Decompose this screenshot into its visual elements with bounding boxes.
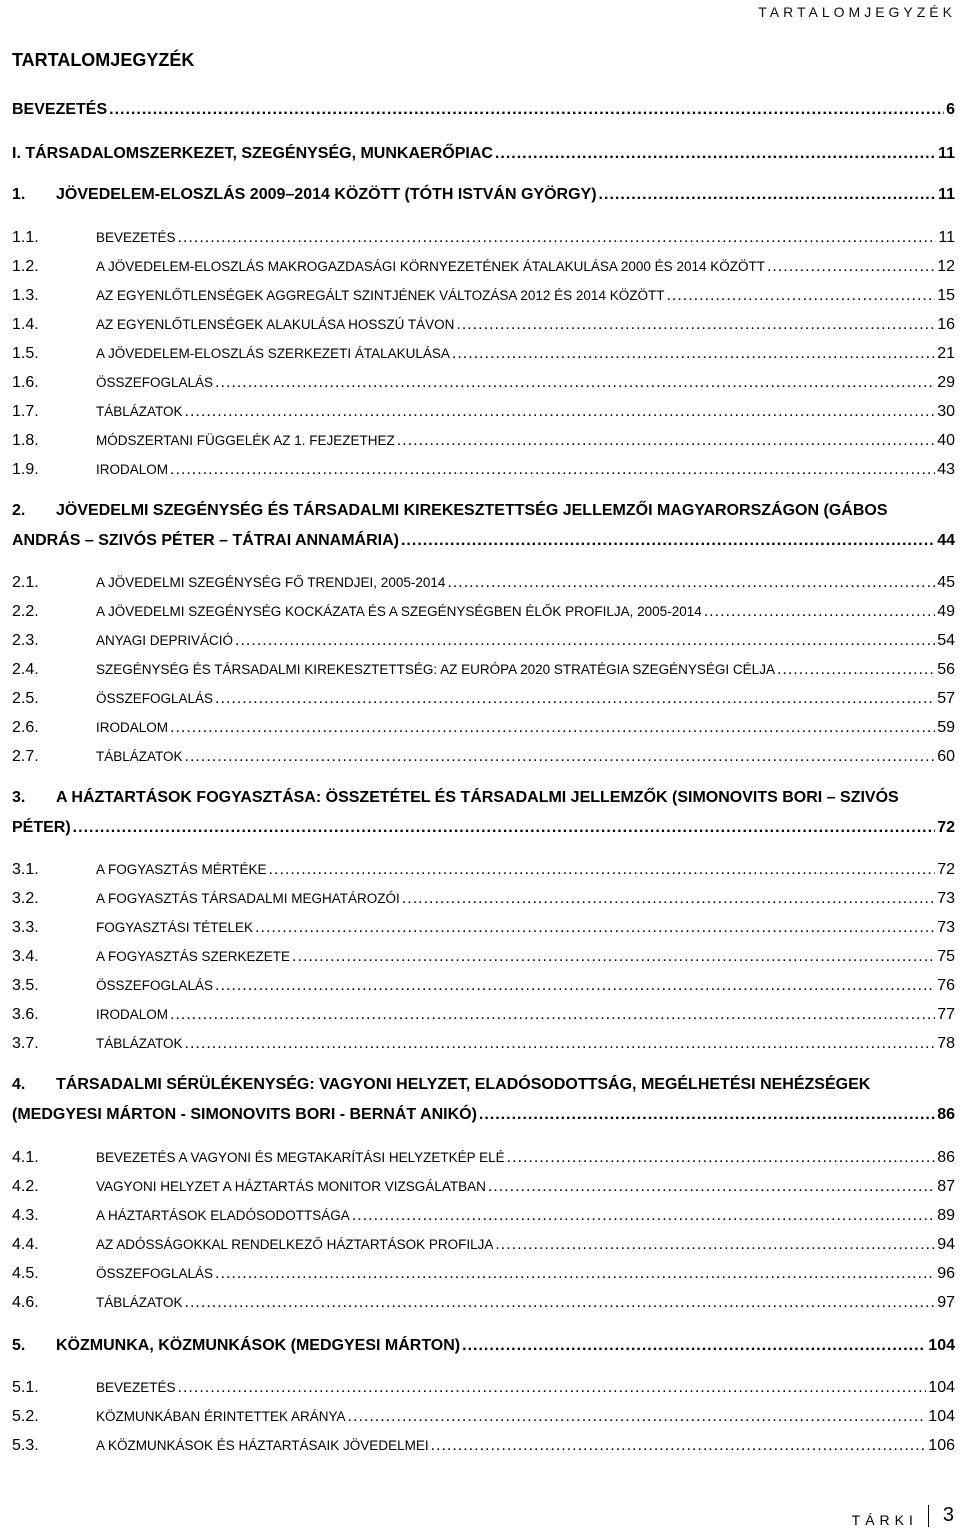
toc-leader-dots xyxy=(185,402,936,422)
toc-entry[interactable] xyxy=(12,660,955,680)
toc-entry-title: TÁBLÁZATOK xyxy=(96,1036,183,1051)
toc-leader-dots xyxy=(215,689,935,709)
toc-entry-page: 75 xyxy=(937,948,955,965)
toc-entry-number: 4. xyxy=(12,1076,26,1093)
toc-entry-title: TÁBLÁZATOK xyxy=(96,1295,183,1310)
toc-entry-page: 57 xyxy=(937,690,955,707)
toc-entry[interactable] xyxy=(12,976,955,996)
toc-entry-title: ANYAGI DEPRIVÁCIÓ xyxy=(96,633,234,648)
toc-entry-page: 59 xyxy=(937,719,955,736)
toc-entry-page: 89 xyxy=(937,1207,955,1224)
toc-entry-number: 2.5. xyxy=(12,690,39,707)
toc-leader-dots xyxy=(495,1235,935,1255)
toc-entry-title: A JÖVEDELMI SZEGÉNYSÉG FŐ TRENDJEI, 2005-2014 xyxy=(96,575,446,590)
footer-brand: TÁRKI xyxy=(852,1505,929,1527)
toc-chapter-line2 xyxy=(12,813,955,843)
toc-entry-number: 5.1. xyxy=(12,1379,39,1396)
toc-entry-page: 11 xyxy=(938,186,955,203)
toc-entry-number: 4.2. xyxy=(12,1178,39,1195)
toc-entry-number: 3. xyxy=(12,789,26,806)
toc-entry-title: I. TÁRSADALOMSZERKEZET, SZEGÉNYSÉG, MUNKAERŐPIAC xyxy=(12,145,493,162)
toc-leader-dots xyxy=(767,257,935,277)
toc-chapter-line1 xyxy=(12,1070,955,1100)
toc-entry[interactable] xyxy=(12,1148,955,1168)
toc-entry[interactable] xyxy=(12,286,955,306)
toc-entry-page: 49 xyxy=(937,603,955,620)
toc-entry[interactable] xyxy=(12,100,955,120)
toc-entry-number: 3.7. xyxy=(12,1035,39,1052)
toc-entry-page: 73 xyxy=(937,890,955,907)
toc-entry-number: 1.3. xyxy=(12,287,39,304)
toc-entry-number: 1.6. xyxy=(12,374,39,391)
toc-entry-page: 29 xyxy=(937,374,955,391)
toc-chapter-entry[interactable] xyxy=(12,1070,955,1130)
toc-entry-number: 1.7. xyxy=(12,403,39,420)
toc-entry[interactable] xyxy=(12,344,955,364)
toc-entry[interactable] xyxy=(12,402,955,422)
toc-entry[interactable] xyxy=(12,947,955,967)
toc-leader-dots xyxy=(170,718,935,738)
page-footer xyxy=(852,1504,954,1527)
toc-leader-dots xyxy=(666,286,935,306)
toc-entry-number: 1.8. xyxy=(12,432,39,449)
toc-entry-title: BEVEZETÉS A VAGYONI ÉS MEGTAKARÍTÁSI HELYZETKÉP ELÉ xyxy=(96,1150,505,1165)
toc-chapter-line1 xyxy=(12,496,955,526)
toc-leader-dots xyxy=(704,602,935,622)
toc-leader-dots xyxy=(185,747,936,767)
toc-entry-number: 5. xyxy=(12,1337,26,1354)
toc-entry-title: AZ ADÓSSÁGOKKAL RENDELKEZŐ HÁZTARTÁSOK PROFILJA xyxy=(96,1237,494,1252)
toc-leader-dots xyxy=(401,526,935,556)
toc-entry-page: 21 xyxy=(937,345,955,362)
toc-entry-number: 5.2. xyxy=(12,1408,39,1425)
toc-leader-dots xyxy=(348,1407,927,1427)
toc-entry-title: A FOGYASZTÁS SZERKEZETE xyxy=(96,949,291,964)
toc-entry-number: 4.4. xyxy=(12,1236,39,1253)
toc-entry-number: 1.1. xyxy=(12,229,39,246)
toc-entry-title-cont: PÉTER) xyxy=(12,819,71,836)
toc-entry-page: 44 xyxy=(937,532,955,549)
toc-entry[interactable] xyxy=(12,631,955,651)
toc-entry[interactable] xyxy=(12,257,955,277)
toc-entry-page: 11 xyxy=(938,145,955,162)
toc-entry[interactable] xyxy=(12,718,955,738)
toc-entry-title: ÖSSZEFOGLALÁS xyxy=(96,1266,214,1281)
toc-entry-page: 72 xyxy=(937,861,955,878)
toc-leader-dots xyxy=(215,1264,935,1284)
toc-entry[interactable] xyxy=(12,747,955,767)
toc-entry-title: A JÖVEDELMI SZEGÉNYSÉG KOCKÁZATA ÉS A SZEGÉNYSÉGBEN ÉLŐK PROFILJA, 2005-2014 xyxy=(96,604,702,619)
toc-entry-title: BEVEZETÉS xyxy=(96,230,176,245)
toc-entry-page: 104 xyxy=(928,1379,955,1396)
toc-leader-dots xyxy=(397,431,935,451)
toc-entry-number: 1. xyxy=(12,186,26,203)
toc-entry-title: TÁBLÁZATOK xyxy=(96,404,183,419)
toc-entry-number: 2.3. xyxy=(12,632,39,649)
toc-entry-number: 1.5. xyxy=(12,345,39,362)
toc-leader-dots xyxy=(447,573,935,593)
toc-leader-dots xyxy=(73,813,936,843)
toc-entry-number: 3.6. xyxy=(12,1006,39,1023)
toc-entry-page: 76 xyxy=(937,977,955,994)
toc-entry[interactable] xyxy=(12,228,955,248)
toc-leader-dots xyxy=(170,1005,935,1025)
toc-entry-title-cont: ANDRÁS – SZIVÓS PÉTER – TÁTRAI ANNAMÁRIA) xyxy=(12,532,399,549)
toc-entry[interactable] xyxy=(12,1034,955,1054)
toc-entry-title: JÖVEDELMI SZEGÉNYSÉG ÉS TÁRSADALMI KIREKESZTETTSÉG JELLEMZŐI MAGYARORSZÁGON (GÁBOS xyxy=(56,502,888,519)
toc-leader-dots xyxy=(170,460,935,480)
toc-entry[interactable] xyxy=(12,689,955,709)
toc-entry-number: 1.4. xyxy=(12,316,39,333)
toc-entry-number: 2.6. xyxy=(12,719,39,736)
toc-entry-title: KÖZMUNKÁBAN ÉRINTETTEK ARÁNYA xyxy=(96,1409,346,1424)
toc-entry-page: 43 xyxy=(937,461,955,478)
toc-entry-title: A KÖZMUNKÁSOK ÉS HÁZTARTÁSAIK JÖVEDELMEI xyxy=(96,1438,429,1453)
toc-entry-title: TÁBLÁZATOK xyxy=(96,749,183,764)
toc-leader-dots xyxy=(431,1436,927,1456)
toc-chapter-line2 xyxy=(12,1100,955,1130)
toc-entry-title: MÓDSZERTANI FÜGGELÉK AZ 1. FEJEZETHEZ xyxy=(96,433,395,448)
toc-entry-page: 40 xyxy=(937,432,955,449)
toc-entry-number: 2.4. xyxy=(12,661,39,678)
toc-entry[interactable] xyxy=(12,1293,955,1313)
toc-entry-number: 4.6. xyxy=(12,1294,39,1311)
toc-entry[interactable] xyxy=(12,602,955,622)
toc-entry-number: 2.2. xyxy=(12,603,39,620)
toc-leader-dots xyxy=(215,976,935,996)
toc-entry-number: 1.9. xyxy=(12,461,39,478)
toc-leader-dots xyxy=(269,860,936,880)
toc-leader-dots xyxy=(292,947,935,967)
toc-entry-title: AZ EGYENLŐTLENSÉGEK ALAKULÁSA HOSSZÚ TÁVON xyxy=(96,317,455,332)
toc-entry[interactable] xyxy=(12,185,955,205)
toc-entry-title: A JÖVEDELEM-ELOSZLÁS MAKROGAZDASÁGI KÖRNYEZETÉNEK ÁTALAKULÁSA 2000 ÉS 2014 KÖZÖTT xyxy=(96,259,765,274)
toc-entry-page: 60 xyxy=(937,748,955,765)
toc-leader-dots xyxy=(215,373,935,393)
toc-leader-dots xyxy=(178,228,937,248)
toc-entry-number: 5.3. xyxy=(12,1437,39,1454)
toc-entry[interactable] xyxy=(12,1005,955,1025)
toc-entry-page: 12 xyxy=(937,258,955,275)
toc-entry-title: FOGYASZTÁSI TÉTELEK xyxy=(96,920,254,935)
toc-entry[interactable] xyxy=(12,373,955,393)
toc-entry-title: ÖSSZEFOGLALÁS xyxy=(96,978,214,993)
toc-entry-title: IRODALOM xyxy=(96,720,169,735)
toc-entry-page: 86 xyxy=(937,1106,955,1123)
toc-entry-page: 86 xyxy=(937,1149,955,1166)
toc-entry-page: 56 xyxy=(937,661,955,678)
toc-entry-title: A FOGYASZTÁS MÉRTÉKE xyxy=(96,862,267,877)
toc-leader-dots xyxy=(456,315,935,335)
toc-entry-page: 94 xyxy=(937,1236,955,1253)
toc-leader-dots xyxy=(462,1336,926,1356)
toc-entry-number: 3.4. xyxy=(12,948,39,965)
toc-entry-number: 2.7. xyxy=(12,748,39,765)
toc-entry-page: 106 xyxy=(928,1437,955,1454)
toc-entry-page: 73 xyxy=(937,919,955,936)
toc-entry-title: ÖSSZEFOGLALÁS xyxy=(96,691,214,706)
toc-entry[interactable] xyxy=(12,144,955,164)
toc-entry[interactable] xyxy=(12,1407,955,1427)
toc-entry-page: 30 xyxy=(937,403,955,420)
toc-entry[interactable] xyxy=(12,1177,955,1197)
toc-entry-title: A HÁZTARTÁSOK FOGYASZTÁSA: ÖSSZETÉTEL ÉS TÁRSADALMI JELLEMZŐK (SIMONOVITS BORI – SZIVÓS xyxy=(56,789,899,806)
toc-entry[interactable] xyxy=(12,1206,955,1226)
running-head: TARTALOMJEGYZÉK xyxy=(758,4,956,20)
toc-entry-title: IRODALOM xyxy=(96,462,169,477)
toc-entry-page: 54 xyxy=(937,632,955,649)
toc-entry[interactable] xyxy=(12,1436,955,1456)
toc-leader-dots xyxy=(402,889,935,909)
toc-entry-number: 3.2. xyxy=(12,890,39,907)
toc-entry-page: 45 xyxy=(937,574,955,591)
toc-leader-dots xyxy=(495,144,936,164)
toc-leader-dots xyxy=(185,1034,936,1054)
toc-entry-page: 72 xyxy=(937,819,955,836)
toc-entry-title: A FOGYASZTÁS TÁRSADALMI MEGHATÁROZÓI xyxy=(96,891,400,906)
toc-entry-page: 97 xyxy=(937,1294,955,1311)
toc-chapter-line1 xyxy=(12,783,955,813)
toc-entry-number: 4.1. xyxy=(12,1149,39,1166)
toc-entry[interactable] xyxy=(12,460,955,480)
toc-entry-number: 2. xyxy=(12,502,26,519)
toc-leader-dots xyxy=(178,1378,927,1398)
toc-entry-number: 1.2. xyxy=(12,258,39,275)
toc-entry-number: 3.3. xyxy=(12,919,39,936)
toc-entry-page: 6 xyxy=(946,101,955,118)
toc-leader-dots xyxy=(777,660,935,680)
toc-leader-dots xyxy=(185,1293,936,1313)
toc-entry-page: 96 xyxy=(937,1265,955,1282)
toc-entry[interactable] xyxy=(12,431,955,451)
toc-leader-dots xyxy=(452,344,935,364)
toc-entry-title: SZEGÉNYSÉG ÉS TÁRSADALMI KIREKESZTETTSÉG: AZ EURÓPA 2020 STRATÉGIA SZEGÉNYSÉGI CÉLJA xyxy=(96,662,775,677)
toc-entry-title: KÖZMUNKA, KÖZMUNKÁSOK (MEDGYESI MÁRTON) xyxy=(56,1337,461,1354)
toc-entry[interactable] xyxy=(12,1378,955,1398)
toc-chapter-line2 xyxy=(12,526,955,556)
toc-title: TARTALOMJEGYZÉK xyxy=(12,50,195,70)
toc-entry[interactable] xyxy=(12,573,955,593)
toc-entry-title: IRODALOM xyxy=(96,1007,169,1022)
toc-entry[interactable] xyxy=(12,889,955,909)
toc-entry-title-cont: (MEDGYESI MÁRTON - SIMONOVITS BORI - BERNÁT ANIKÓ) xyxy=(12,1106,477,1123)
toc-entry-page: 15 xyxy=(937,287,955,304)
toc-entry-page: 104 xyxy=(928,1408,955,1425)
toc-entry-number: 4.3. xyxy=(12,1207,39,1224)
toc-entry-title: TÁRSADALMI SÉRÜLÉKENYSÉG: VAGYONI HELYZET, ELADÓSODOTTSÁG, MEGÉLHETÉSI NEHÉZSÉGEK xyxy=(56,1076,871,1093)
toc-leader-dots xyxy=(479,1100,935,1130)
toc-leader-dots xyxy=(109,100,944,120)
toc-leader-dots xyxy=(352,1206,935,1226)
toc-entry-page: 16 xyxy=(937,316,955,333)
toc-entry-title: ÖSSZEFOGLALÁS xyxy=(96,375,214,390)
toc-chapter-entry[interactable] xyxy=(12,783,955,843)
footer-page-number: 3 xyxy=(942,1504,954,1526)
toc-entry-page: 78 xyxy=(937,1035,955,1052)
toc-leader-dots xyxy=(488,1177,935,1197)
toc-entry-title: JÖVEDELEM-ELOSZLÁS 2009–2014 KÖZÖTT (TÓTH ISTVÁN GYÖRGY) xyxy=(56,186,597,203)
toc-leader-dots xyxy=(235,631,935,651)
toc-entry-number: 3.1. xyxy=(12,861,39,878)
toc-entry[interactable] xyxy=(12,315,955,335)
toc-entry[interactable] xyxy=(12,860,955,880)
toc-entry-number: 3.5. xyxy=(12,977,39,994)
toc-leader-dots xyxy=(507,1148,936,1168)
toc-entry-title: VAGYONI HELYZET A HÁZTARTÁS MONITOR VIZSGÁLATBAN xyxy=(96,1179,486,1194)
toc-entry-page: 104 xyxy=(928,1337,955,1354)
toc-entry-page: 11 xyxy=(938,229,955,246)
toc-leader-dots xyxy=(599,185,937,205)
toc-entry-title: BEVEZETÉS xyxy=(12,101,108,118)
toc-entry-number: 4.5. xyxy=(12,1265,39,1282)
toc-chapter-entry[interactable] xyxy=(12,496,955,556)
toc-entry-title: BEVEZETÉS xyxy=(96,1380,176,1395)
toc-entry-page: 87 xyxy=(937,1178,955,1195)
toc-entry-title: A JÖVEDELEM-ELOSZLÁS SZERKEZETI ÁTALAKULÁSA xyxy=(96,346,450,361)
toc-entry[interactable] xyxy=(12,1264,955,1284)
toc-entry-title: AZ EGYENLŐTLENSÉGEK AGGREGÁLT SZINTJÉNEK VÁLTOZÁSA 2012 ÉS 2014 KÖZÖTT xyxy=(96,288,665,303)
toc-entry[interactable] xyxy=(12,1235,955,1255)
toc-entry-title: A HÁZTARTÁSOK ELADÓSODOTTSÁGA xyxy=(96,1208,350,1223)
toc-entry[interactable] xyxy=(12,918,955,938)
toc-entry-number: 2.1. xyxy=(12,574,39,591)
toc-leader-dots xyxy=(255,918,935,938)
toc-entry[interactable] xyxy=(12,1336,955,1356)
toc-entry-page: 77 xyxy=(937,1006,955,1023)
